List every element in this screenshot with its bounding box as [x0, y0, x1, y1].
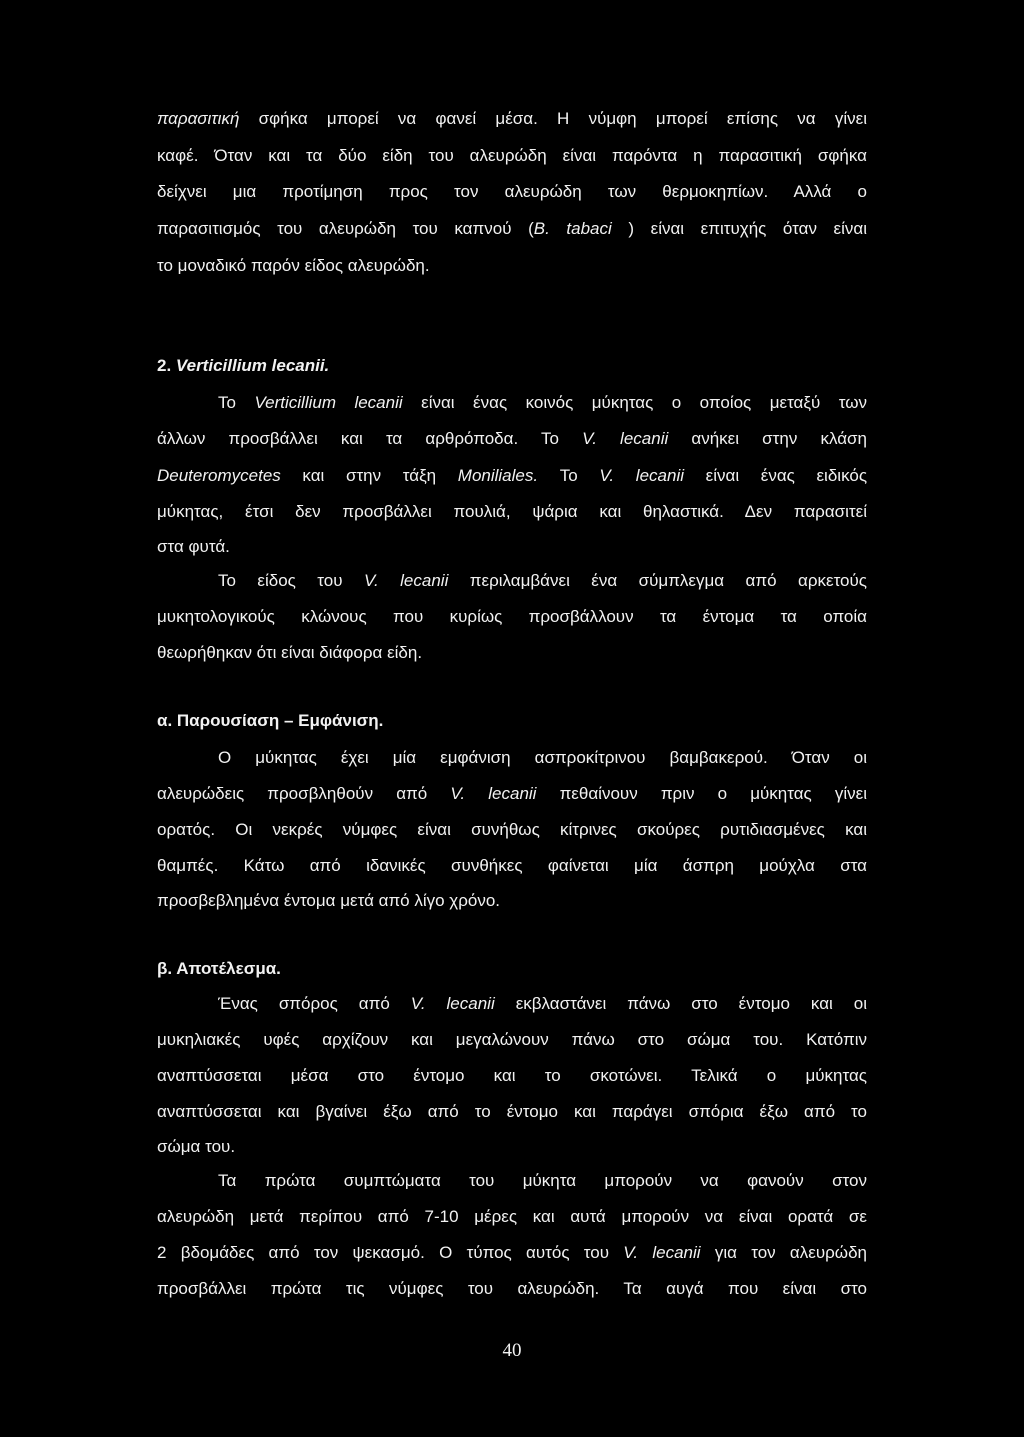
text-run: περιλαμβάνει ένα σύμπλεγμα από αρκετούς — [448, 571, 867, 590]
text-run: άλλων προσβάλλει και τα αρθρόποδα. Το — [157, 429, 583, 448]
text-run: ανήκει στην κλάση — [668, 429, 867, 448]
text-line — [218, 1170, 867, 1192]
text-line — [157, 1101, 867, 1123]
text-run: Moniliales. — [457, 466, 539, 485]
text-run: είναι ένας ειδικός — [684, 466, 867, 485]
text-line — [218, 993, 867, 1015]
text-run: θαμπές. Κάτω από ιδανικές συνθήκες φαίνεται μία άσπρη μούχλα στα — [157, 856, 867, 875]
text-run: εκβλαστάνει πάνω στο έντομο και οι — [494, 994, 867, 1013]
text-run: β. Αποτέλεσμα. — [157, 959, 281, 978]
text-run: αλευρώδεις προσβληθούν από — [157, 784, 451, 803]
text-line — [218, 747, 867, 769]
text-run: στα φυτά. — [157, 537, 230, 556]
text-run: σώμα του. — [157, 1137, 236, 1156]
text-line — [157, 108, 867, 130]
text-run: ορατός. Οι νεκρές νύμφες είναι συνήθως κίτρινες σκούρες ρυτιδιασμένες και — [157, 820, 867, 839]
text-run: Ένας σπόρος από — [218, 994, 411, 1013]
text-line — [157, 536, 867, 558]
text-run: αναπτύσσεται και βγαίνει έξω από το έντομο και παράγει σπόρια έξω από το — [157, 1102, 867, 1121]
text-run: Verticillium lecanii — [254, 393, 403, 412]
text-run: Verticillium lecanii. — [175, 356, 330, 375]
text-run: και στην τάξη — [280, 466, 458, 485]
text-run: V. lecanii — [599, 466, 684, 485]
text-run: σφήκα μπορεί να φανεί μέσα. Η νύμφη μπορεί επίσης να γίνει — [239, 109, 867, 128]
text-run: Ο μύκητας έχει μία εμφάνιση ασπροκίτρινου βαμβακερού. Όταν οι — [218, 748, 867, 767]
text-run: Το είδος του — [218, 571, 364, 590]
text-line — [157, 181, 867, 203]
text-line — [157, 1136, 867, 1158]
subsection-heading — [157, 958, 867, 980]
text-line — [157, 606, 867, 628]
text-line — [218, 392, 867, 414]
text-line — [157, 501, 867, 523]
text-run: αλευρώδη μετά περίπου από 7-10 μέρες και αυτά μπορούν να είναι ορατά σε — [157, 1207, 867, 1226]
text-run: V. lecanii — [623, 1243, 701, 1262]
text-run: το μοναδικό παρόν είδος αλευρώδη. — [157, 256, 430, 275]
page-number: 40 — [502, 1340, 522, 1361]
text-run: V. lecanii — [410, 994, 495, 1013]
text-run: θεωρήθηκαν ότι είναι διάφορα είδη. — [157, 643, 423, 662]
text-run: προσβεβλημένα έντομα μετά από λίγο χρόνο. — [157, 891, 501, 910]
text-run: παρασιτική — [157, 109, 240, 128]
text-run: αναπτύσσεται μέσα στο έντομο και το σκοτώνει. Τελικά ο μύκητας — [157, 1066, 867, 1085]
text-run: δείχνει μια προτίμηση προς τον αλευρώδη των θερμοκηπίων. Αλλά ο — [157, 182, 867, 201]
text-run: προσβάλλει πρώτα τις νύμφες του αλευρώδη. Τα αυγά που είναι στο — [157, 1279, 867, 1298]
text-run: πεθαίνουν πριν ο μύκητας γίνει — [536, 784, 867, 803]
text-run: μυκηλιακές υφές αρχίζουν και μεγαλώνουν πάνω στο σώμα του. Κατόπιν — [157, 1030, 867, 1049]
section-heading — [157, 355, 867, 377]
text-line — [157, 255, 867, 277]
text-line — [157, 783, 867, 805]
text-run: 2. — [157, 356, 176, 375]
text-line — [157, 218, 867, 240]
text-run: 2 βδομάδες από τον ψεκασμό. Ο τύπος αυτός του — [157, 1243, 624, 1262]
text-run: καφέ. Όταν και τα δύο είδη του αλευρώδη είναι παρόντα η παρασιτική σφήκα — [157, 146, 867, 165]
text-line — [157, 1029, 867, 1051]
text-run: για τον αλευρώδη — [700, 1243, 867, 1262]
text-run: Deuteromycetes — [157, 466, 281, 485]
text-line — [157, 819, 867, 841]
subsection-heading — [157, 710, 867, 732]
text-line — [157, 855, 867, 877]
text-run: είναι ένας κοινός μύκητας ο οποίος μεταξύ των — [402, 393, 867, 412]
text-line — [157, 890, 867, 912]
text-line — [157, 642, 867, 664]
text-run: Το — [538, 466, 600, 485]
text-run: V. lecanii — [582, 429, 669, 448]
text-run: παρασιτισμός του αλευρώδη του καπνού ( — [157, 219, 534, 238]
text-line — [157, 465, 867, 487]
text-run: Το — [218, 393, 255, 412]
text-run: μυκητολογικούς κλώνους που κυρίως προσβάλλουν τα έντομα τα οποία — [157, 607, 867, 626]
text-run: ) είναι επιτυχής όταν είναι — [611, 219, 867, 238]
text-line — [218, 570, 867, 592]
text-line — [157, 1242, 867, 1264]
text-line — [157, 1278, 867, 1300]
text-line — [157, 1206, 867, 1228]
text-run: V. lecanii — [450, 784, 537, 803]
text-line — [157, 1065, 867, 1087]
text-line — [157, 428, 867, 450]
text-line — [157, 145, 867, 167]
text-run: V. lecanii — [363, 571, 449, 590]
text-run: B. tabaci — [533, 219, 612, 238]
text-run: Τα πρώτα συμπτώματα του μύκητα μπορούν να φανούν στον — [218, 1171, 867, 1190]
text-run: μύκητας, έτσι δεν προσβάλλει πουλιά, ψάρια και θηλαστικά. Δεν παρασιτεί — [157, 502, 867, 521]
text-run: α. Παρουσίαση – Εμφάνιση. — [157, 711, 384, 730]
